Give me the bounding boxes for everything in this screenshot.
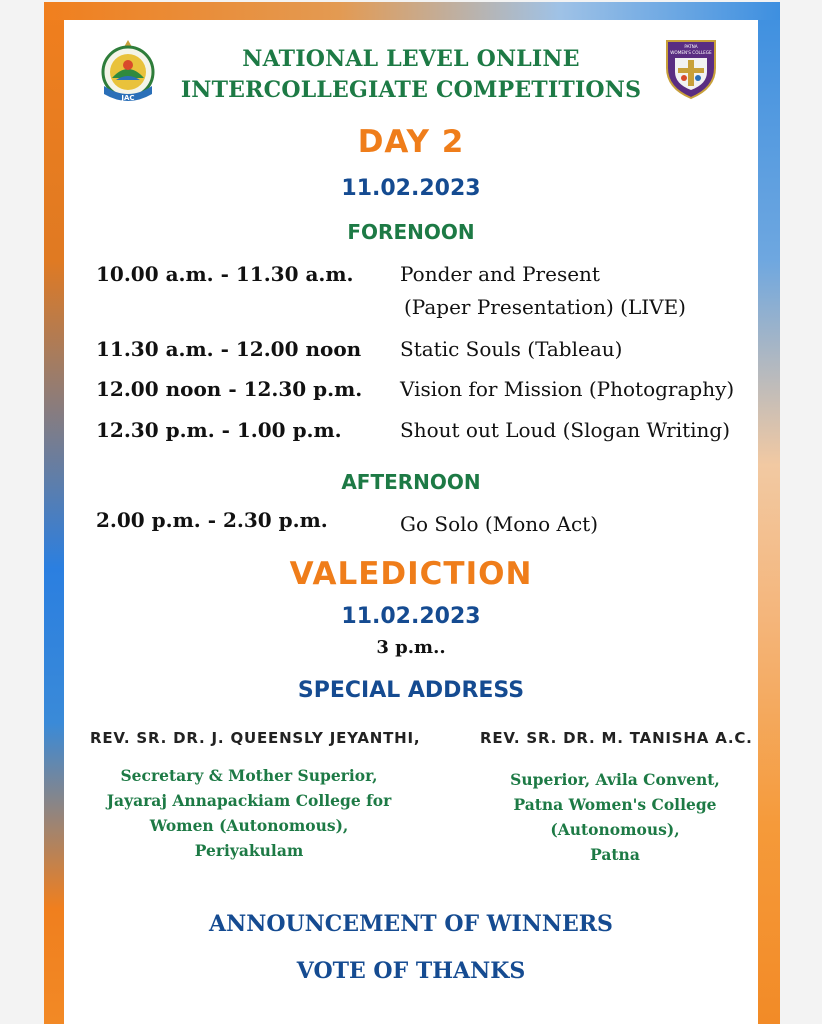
schedule-time: 12.30 p.m. - 1.00 p.m.: [96, 418, 342, 442]
day-date: 11.02.2023: [341, 176, 481, 201]
valediction-time: 3 p.m..: [376, 637, 446, 658]
designation-line: Women (Autonomous),: [149, 816, 349, 835]
schedule-event: Shout out Loud (Slogan Writing): [400, 418, 731, 442]
designation-line: Secretary & Mother Superior,: [120, 766, 378, 785]
schedule-event: Go Solo (Mono Act): [400, 512, 598, 536]
title-line-1: NATIONAL LEVEL ONLINE: [242, 46, 580, 72]
event-title: [64, 44, 758, 106]
forenoon-heading: FORENOON: [347, 220, 475, 244]
valediction-heading: VALEDICTION: [289, 556, 533, 592]
designation-line: Patna Women's College: [513, 795, 717, 814]
schedule-event-detail: (Paper Presentation) (LIVE): [404, 295, 686, 319]
special-address-heading: SPECIAL ADDRESS: [297, 678, 525, 703]
valediction-date: 11.02.2023: [341, 604, 481, 629]
designation-line: Patna: [590, 845, 640, 864]
border-right: [758, 2, 780, 1024]
schedule-event: Static Souls (Tableau): [400, 337, 623, 361]
svg-text:JAC: JAC: [121, 94, 135, 102]
vote-of-thanks: VOTE OF THANKS: [296, 958, 526, 984]
speaker-name: REV. SR. DR. J. QUEENSLY JEYANTHI,: [90, 729, 421, 747]
afternoon-heading: AFTERNOON: [341, 470, 481, 494]
designation-line: Jayaraj Annapackiam College for: [106, 791, 392, 810]
title-line-2: INTERCOLLEGIATE COMPETITIONS: [180, 77, 642, 103]
schedule-time: 11.30 a.m. - 12.00 noon: [96, 337, 362, 361]
schedule-time: 12.00 noon - 12.30 p.m.: [96, 377, 363, 401]
announcement-of-winners: ANNOUNCEMENT OF WINNERS: [209, 911, 613, 937]
designation-line: Periyakulam: [194, 841, 304, 860]
border-left: [44, 2, 64, 1024]
schedule-event: Ponder and Present: [400, 262, 600, 286]
speaker-name: REV. SR. DR. M. TANISHA A.C.: [480, 729, 753, 747]
day-heading: DAY 2: [357, 124, 465, 160]
speaker-designation: [470, 767, 760, 867]
border-top: [44, 2, 780, 20]
schedule-time: 10.00 a.m. - 11.30 a.m.: [96, 262, 354, 286]
schedule-time: 2.00 p.m. - 2.30 p.m.: [96, 508, 328, 532]
svg-text:PATNA: PATNA: [684, 44, 698, 49]
svg-text:WOMEN'S COLLEGE: WOMEN'S COLLEGE: [670, 50, 712, 55]
schedule-event: Vision for Mission (Photography): [400, 377, 735, 401]
designation-line: (Autonomous),: [550, 820, 680, 839]
speaker-designation: [84, 763, 414, 863]
designation-line: Superior, Avila Convent,: [510, 770, 720, 789]
